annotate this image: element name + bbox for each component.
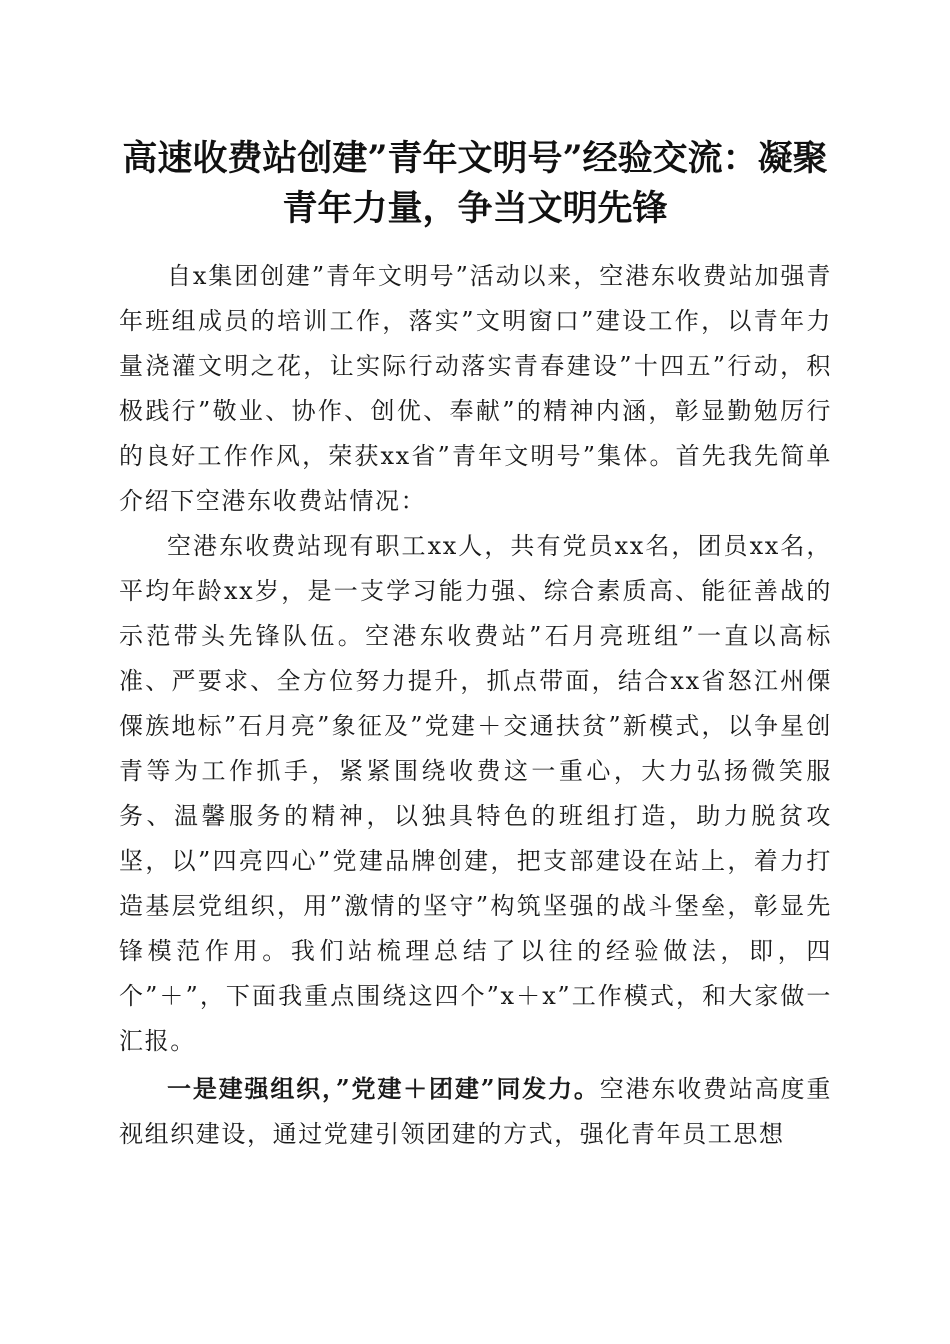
paragraph-station-overview <box>119 524 832 1064</box>
document-title: 高速收费站创建”青年文明号”经验交流：凝聚青年力量，争当文明先锋 <box>122 138 828 229</box>
paragraph-first-point <box>119 1066 832 1157</box>
paragraph-first-point-text: 空港东收费站高度重视组织建设，通过党建引领团建的方式，强化青年员工思想 <box>119 1075 832 1148</box>
paragraph-first-point-lead: 一是建强组织，”党建＋团建”同发力。 <box>167 1074 600 1103</box>
paragraph-station-overview-text: 空港东收费站现有职工xx人，共有党员xx名，团员xx名，平均年龄xx岁，是一支学习能力强、综合素质高、能征善战的示范带头先锋队伍。空港东收费站”石月亮班组”一直以高标准、严要求、全方位努力提升，抓点带面，结合xx省怒江州傈僳族地标”石月亮”象征及”党建＋交通扶贫”新模式，以争星创青等为工作抓手，紧紧围绕收费这一重心，大力弘扬微笑服务、温馨服务的精神，以独具特色的班组打造，助力脱贫攻坚，以”四亮四心”党建品牌创建，把支部建设在站上，着力打造基层党组织，用”激情的坚守”构筑坚强的战斗堡垒，彰显先锋模范作用。我们站梳理总结了以往的经验做法，即，四个”＋”，下面我重点围绕这四个”x＋x”工作模式，和大家做一汇报。 <box>119 532 832 1055</box>
document-body <box>119 254 832 1157</box>
paragraph-intro-text: 自x集团创建”青年文明号”活动以来，空港东收费站加强青年班组成员的培训工作，落实”文明窗口”建设工作，以青年力量浇灌文明之花，让实际行动落实青春建设”十四五”行动，积极践行”敬业、协作、创优、奉献”的精神内涵，彰显勤勉厉行的良好工作作风，荣获xx省”青年文明号”集体。首先我先简单介绍下空港东收费站情况： <box>119 262 832 515</box>
paragraph-intro <box>119 254 832 524</box>
